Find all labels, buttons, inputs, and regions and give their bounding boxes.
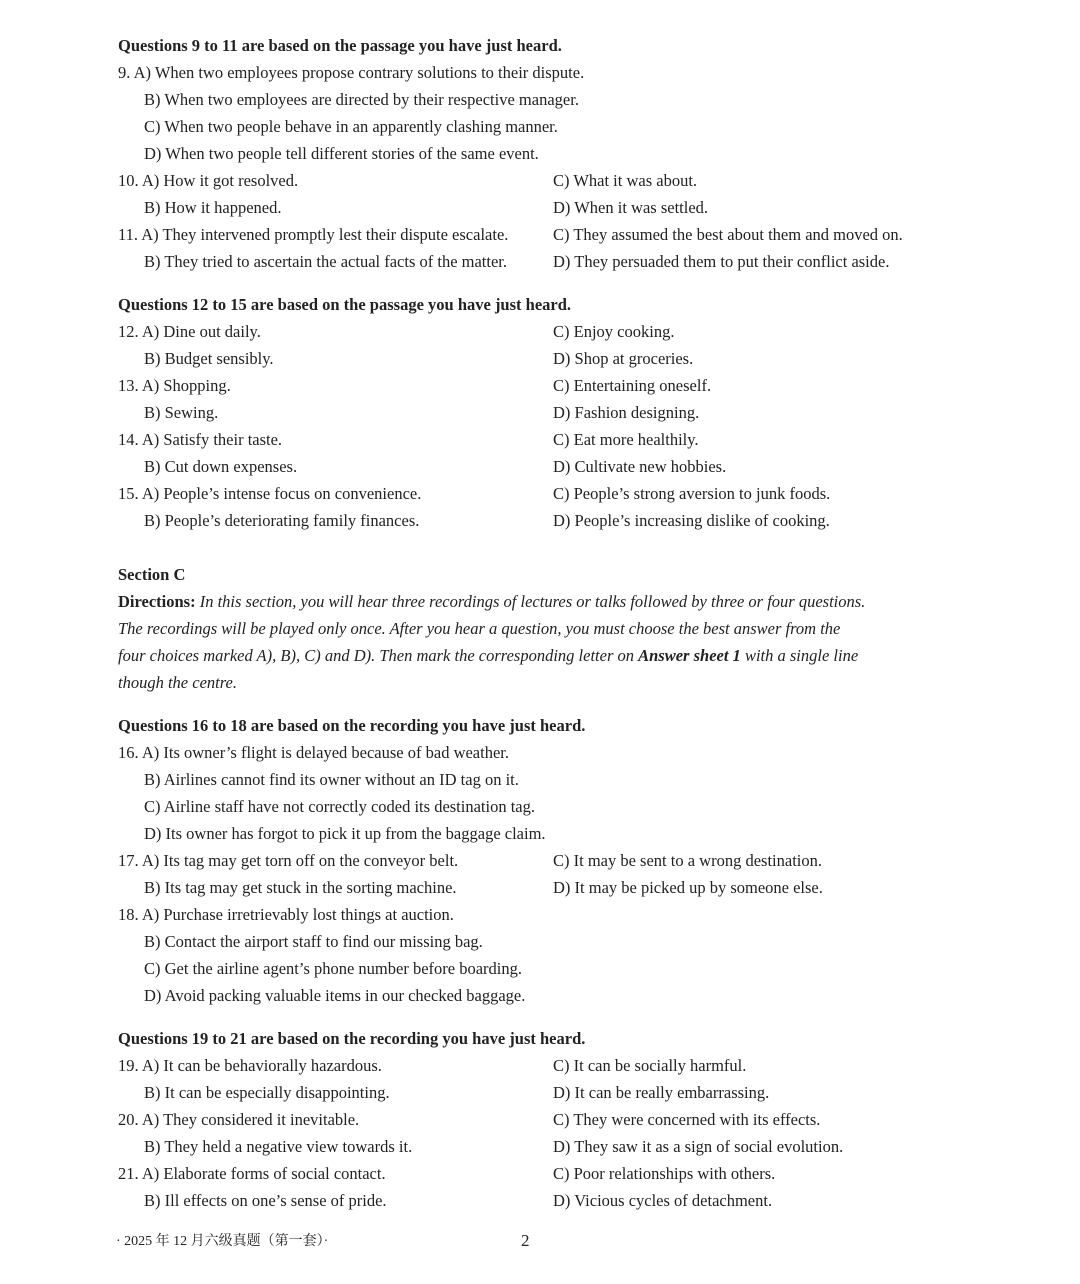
q12-option-d: D) Shop at groceries.: [553, 349, 694, 368]
q17-option-a: 17. A) Its tag may get torn off on the conveyor belt.: [118, 851, 459, 870]
heading-q12-15: Questions 12 to 15 are based on the passage you have just heard.: [118, 295, 572, 314]
heading-q19-21: Questions 19 to 21 are based on the recording you have just heard.: [118, 1029, 586, 1048]
q9-option-a: 9. A) When two employees propose contrary solutions to their dispute.: [118, 63, 585, 82]
q12-option-b: B) Budget sensibly.: [144, 349, 274, 368]
q16-option-d: D) Its owner has forgot to pick it up from the baggage claim.: [144, 824, 546, 843]
q17-option-b: B) Its tag may get stuck in the sorting machine.: [144, 878, 457, 897]
q13-option-c: C) Entertaining oneself.: [553, 376, 712, 395]
q21-option-c: C) Poor relationships with others.: [553, 1164, 776, 1183]
q19-option-b: B) It can be especially disappointing.: [144, 1083, 390, 1102]
q21-option-d: D) Vicious cycles of detachment.: [553, 1191, 773, 1210]
q20-option-b: B) They held a negative view towards it.: [144, 1137, 413, 1156]
q11-option-d: D) They persuaded them to put their conflict aside.: [553, 252, 890, 271]
q18-option-c: C) Get the airline agent’s phone number before boarding.: [144, 959, 523, 978]
q13-option-a: 13. A) Shopping.: [118, 376, 231, 395]
q11-option-c: C) They assumed the best about them and moved on.: [553, 225, 903, 244]
q19-option-d: D) It can be really embarrassing.: [553, 1083, 770, 1102]
q12-option-a: 12. A) Dine out daily.: [118, 322, 261, 341]
directions-line-1: [118, 591, 865, 613]
heading-q9-11: Questions 9 to 11 are based on the passage you have just heard.: [118, 36, 562, 55]
footer-exam-label: · 2025 年 12 月六级真题（第一套）·: [116, 1234, 329, 1249]
directions-line-3: [118, 645, 858, 667]
q18-option-b: B) Contact the airport staff to find our missing bag.: [144, 932, 483, 951]
q15-option-d: D) People’s increasing dislike of cooking.: [553, 511, 830, 530]
q11-option-b: B) They tried to ascertain the actual facts of the matter.: [144, 252, 508, 271]
q16-option-c: C) Airline staff have not correctly coded its destination tag.: [144, 797, 536, 816]
q13-option-d: D) Fashion designing.: [553, 403, 700, 422]
q9-option-c: C) When two people behave in an apparently clashing manner.: [144, 117, 558, 136]
section-c-title: Section C: [118, 565, 186, 584]
q15-option-b: B) People’s deteriorating family finances.: [144, 511, 420, 530]
q14-option-c: C) Eat more healthily.: [553, 430, 699, 449]
q10-option-c: C) What it was about.: [553, 171, 698, 190]
q19-option-c: C) It can be socially harmful.: [553, 1056, 747, 1075]
q21-option-a: 21. A) Elaborate forms of social contact.: [118, 1164, 386, 1183]
q15-option-a: 15. A) People’s intense focus on convenience.: [118, 484, 422, 503]
q10-option-d: D) When it was settled.: [553, 198, 709, 217]
heading-q16-18: Questions 16 to 18 are based on the recording you have just heard.: [118, 716, 586, 735]
q9-option-b: B) When two employees are directed by their respective manager.: [144, 90, 579, 109]
directions-text-3-pre: four choices marked A), B), C) and D). Then mark the corresponding letter on: [118, 646, 634, 665]
q17-option-c: C) It may be sent to a wrong destination.: [553, 851, 822, 870]
q14-option-a: 14. A) Satisfy their taste.: [118, 430, 283, 449]
q9-option-d: D) When two people tell different stories of the same event.: [144, 144, 539, 163]
q20-option-a: 20. A) They considered it inevitable.: [118, 1110, 360, 1129]
q19-option-a: 19. A) It can be behaviorally hazardous.: [118, 1056, 382, 1075]
directions-text-1: In this section, you will hear three recordings of lectures or talks followed by three or four questions.: [199, 592, 866, 611]
q14-option-d: D) Cultivate new hobbies.: [553, 457, 727, 476]
directions-line-2: The recordings will be played only once. After you hear a question, you must choose the best answer from the: [118, 619, 841, 638]
page-number: 2: [521, 1231, 530, 1250]
q16-option-a: 16. A) Its owner’s flight is delayed because of bad weather.: [118, 743, 509, 762]
q12-option-c: C) Enjoy cooking.: [553, 322, 675, 341]
q10-option-a: 10. A) How it got resolved.: [118, 171, 299, 190]
q17-option-d: D) It may be picked up by someone else.: [553, 878, 823, 897]
q16-option-b: B) Airlines cannot find its owner without an ID tag on it.: [144, 770, 519, 789]
q14-option-b: B) Cut down expenses.: [144, 457, 298, 476]
directions-line-4: though the centre.: [118, 673, 237, 692]
q21-option-b: B) Ill effects on one’s sense of pride.: [144, 1191, 387, 1210]
q20-option-c: C) They were concerned with its effects.: [553, 1110, 821, 1129]
answer-sheet-label: Answer sheet 1: [638, 646, 741, 665]
q11-option-a: 11. A) They intervened promptly lest their dispute escalate.: [118, 225, 509, 244]
q15-option-c: C) People’s strong aversion to junk foods.: [553, 484, 831, 503]
q13-option-b: B) Sewing.: [144, 403, 219, 422]
q18-option-a: 18. A) Purchase irretrievably lost things at auction.: [118, 905, 454, 924]
directions-text-3-post: with a single line: [744, 646, 859, 665]
q10-option-b: B) How it happened.: [144, 198, 282, 217]
q18-option-d: D) Avoid packing valuable items in our checked baggage.: [144, 986, 526, 1005]
q20-option-d: D) They saw it as a sign of social evolution.: [553, 1137, 844, 1156]
directions-label: Directions:: [118, 592, 196, 611]
